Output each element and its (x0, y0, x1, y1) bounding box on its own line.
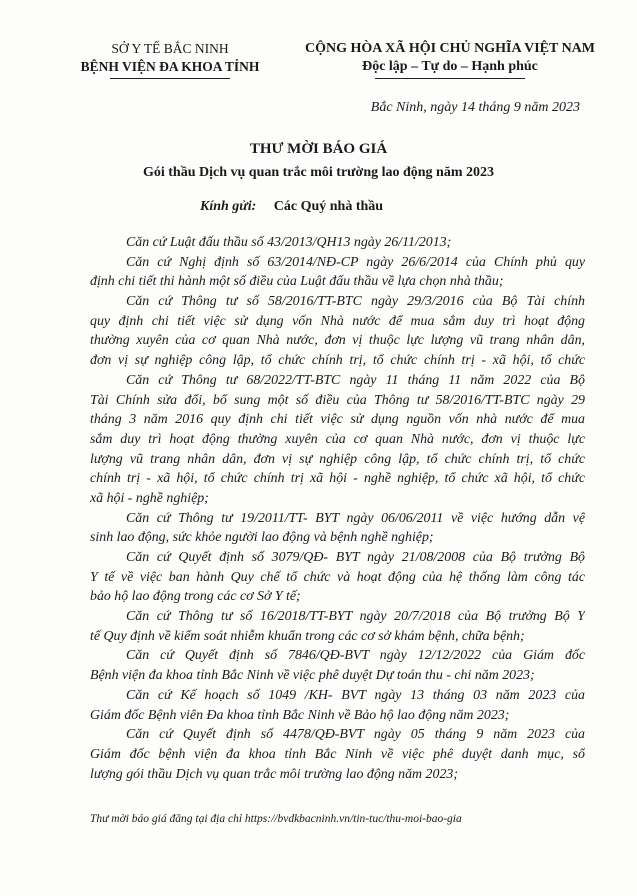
body-line: thường xuyên của cơ quan Nhà nước, đơn vị thuộc lực lượng vũ trang nhân dân, (90, 333, 585, 349)
body-line: Căn cứ Thông tư số 58/2016/TT-BTC ngày 29/3/2016 của Bộ Tài chính (126, 294, 585, 310)
body-line: Căn cứ Nghị định số 63/2014/NĐ-CP ngày 26/6/2014 của Chính phủ quy (126, 254, 585, 270)
footer-note: Thư mời báo giá đăng tại địa chỉ https://bvdkbacninh.vn/tin-tuc/thu-moi-bao-gia (90, 813, 462, 825)
body-line: đơn vị sự nghiệp công lập, tổ chức chính trị, tổ chức chính trị - xã hội, tổ chức (90, 353, 585, 369)
body-line: lượng gói thầu Dịch vụ quan trắc môi trường lao động năm 2023; (90, 766, 458, 782)
greeting-label: Kính gửi: (200, 199, 257, 214)
greeting (200, 199, 383, 215)
body-line: Căn cứ Thông tư 19/2011/TT- BYT ngày 06/06/2011 về việc hướng dẫn vệ (126, 510, 585, 526)
body-line: Căn cứ Thông tư số 16/2018/TT-BYT ngày 20/7/2018 của Bộ trưởng Bộ Y (126, 609, 585, 625)
issuer-parent-org: SỞ Y TẾ BẮC NINH (111, 41, 229, 56)
document-body (90, 233, 585, 784)
body-line: bảo hộ lao động trong các cơ Sở Y tế; (90, 589, 301, 605)
document-subtitle: Gói thầu Dịch vụ quan trắc môi trường lao động năm 2023 (142, 165, 495, 180)
body-line: xã hội - nghề nghiệp; (90, 490, 209, 506)
body-line: chính trị - xã hội, tổ chức chính trị xã hội - nghề nghiệp, tổ chức xã hội, tổ chức (90, 471, 585, 487)
national-motto: Độc lập – Tự do – Hạnh phúc (362, 59, 538, 74)
body-line: sắm duy trì hoạt động thường xuyên của cơ quan Nhà nước, đơn vị thuộc lực (90, 431, 585, 447)
body-line: tháng 3 năm 2016 quy định chi tiết việc sử dụng nguồn vốn nhà nước để mua (90, 412, 585, 428)
body-line: Căn cứ Luật đấu thầu số 43/2013/QH13 ngày 26/11/2013; (126, 235, 452, 250)
issuer-underline (110, 78, 230, 79)
body-line: định chi tiết thi hành một số điều của Luật đấu thầu về lựa chọn nhà thầu; (90, 274, 504, 290)
body-line: Tài Chính sửa đổi, bổ sung một số điều của Thông tư 58/2016/TT-BTC ngày 29 (90, 392, 585, 408)
body-line: Căn cứ Quyết định số 7846/QĐ-BVT ngày 12/12/2022 của Giám đốc (126, 648, 585, 664)
body-line: Y tế về việc ban hành Quy chế tổ chức và hoạt động của hệ thống làm công tác (90, 569, 585, 585)
national-header (280, 40, 620, 79)
body-line: Giám đốc Bệnh viên Đa khoa tỉnh Bắc Ninh về Bảo hộ lao động năm 2023; (90, 707, 510, 723)
national-title: CỘNG HÒA XÃ HỘI CHỦ NGHĨA VIỆT NAM (304, 41, 595, 56)
body-line: sinh lao động, sức khỏe người lao động và bệnh nghề nghiệp; (90, 530, 434, 546)
document-date: Bắc Ninh, ngày 14 tháng 9 năm 2023 (370, 100, 580, 115)
body-line: quy định chi tiết việc sử dụng vốn Nhà nước để mua sắm duy trì hoạt động (90, 313, 585, 329)
body-line: Căn cứ Quyết định số 3079/QĐ- BYT ngày 21/08/2008 của Bộ trưởng Bộ (126, 550, 585, 565)
body-line: lượng vũ trang nhân dân, đơn vị sự nghiệp công lập, tổ chức chính trị, tổ chức (90, 451, 585, 467)
body-line: tế Quy định về kiểm soát nhiễm khuẩn trong các cơ sở khám bệnh, chữa bệnh; (90, 628, 525, 644)
body-line: Căn cứ Kế hoạch số 1049 /KH- BVT ngày 13 tháng 03 năm 2023 của (126, 687, 585, 703)
motto-underline (375, 78, 525, 79)
body-line: Giám đốc bệnh viện đa khoa tỉnh Bắc Ninh về việc phê duyệt danh mục, số (90, 746, 585, 762)
greeting-recipient: Các Quý nhà thầu (273, 199, 384, 214)
body-line: Bệnh viện đa khoa tỉnh Bắc Ninh về việc phê duyệt Dự toán thu - chi năm 2023; (90, 668, 535, 684)
body-line: Căn cứ Quyết định số 4478/QĐ-BVT ngày 05 tháng 9 năm 2023 của (126, 727, 585, 743)
issuer-header (60, 40, 280, 79)
body-line: Căn cứ Thông tư 68/2022/TT-BTC ngày 11 tháng 11 năm 2022 của Bộ (126, 372, 585, 388)
issuer-org: BỆNH VIỆN ĐA KHOA TỈNH (80, 59, 260, 74)
document-title: THƯ MỜI BÁO GIÁ (249, 141, 388, 157)
